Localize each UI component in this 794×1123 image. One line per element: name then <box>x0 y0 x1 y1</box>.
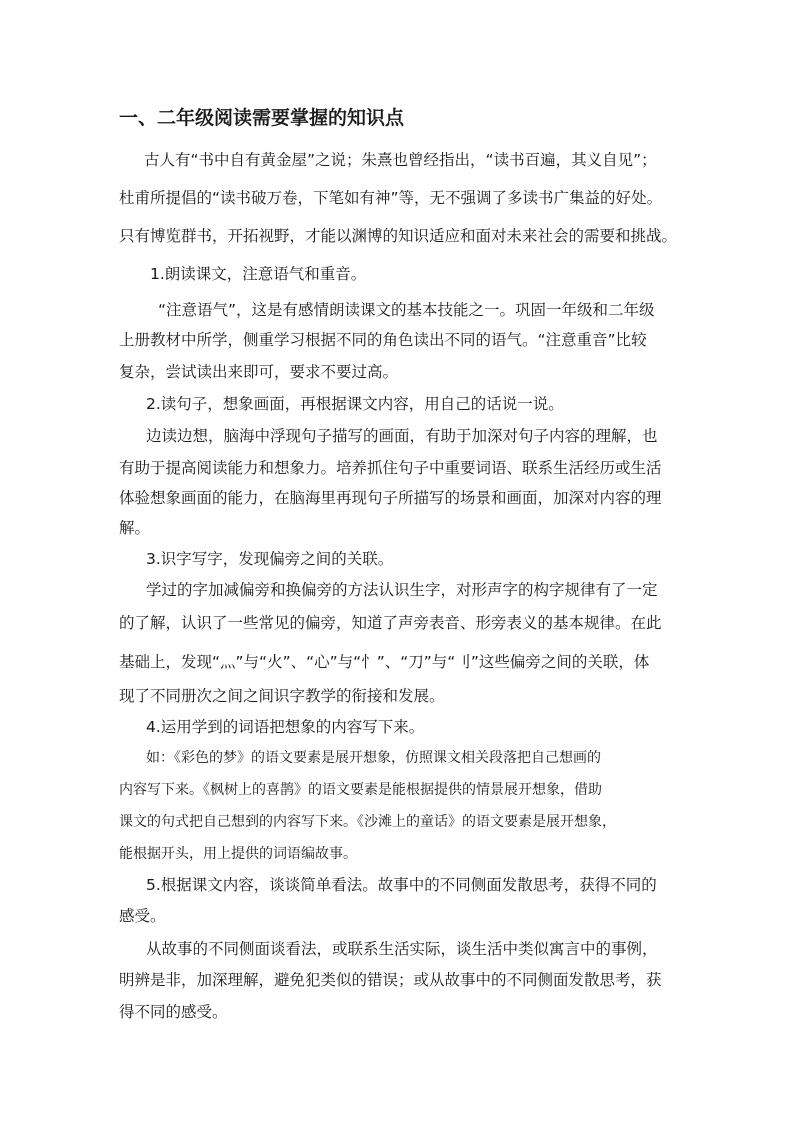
paragraph-line: 3.识字写字，发现偏旁之间的关联。 <box>146 550 394 568</box>
paragraph-line: 2.读句子，想象画面，再根据课文内容，用自己的话说一说。 <box>146 395 564 413</box>
paragraph-line: 复杂，尝试读出来即可，要求不要过高。 <box>119 363 399 381</box>
example-line: 如：《彩色的梦》的语文要素是展开想象，仿照课文相关段落把自己想画的 <box>146 750 601 766</box>
paragraph-line: 只有博览群书，开拓视野，才能以渊博的知识适应和面对未来社会的需要和挑战。 <box>119 227 678 245</box>
paragraph-line: 基础上，发现“灬”与“火”、“心”与“忄”、“刀”与“刂”这些偏旁之间的关联，体 <box>119 653 650 671</box>
paragraph-line: 4.运用学到的词语把想象的内容写下来。 <box>146 718 425 736</box>
paragraph-line: 的了解，认识了一些常见的偏旁，知道了声旁表音、形旁表义的基本规律。在此 <box>119 614 662 632</box>
paragraph-line: 从故事的不同侧面谈看法，或联系生活实际，谈生活中类似寓言中的事例， <box>146 940 658 958</box>
paragraph-line: 明辨是非，加深理解，避免犯类似的错误；或从故事中的不同侧面发散思考，获 <box>119 971 662 989</box>
example-line: 内容写下来。《枫树上的喜鹊》的语文要素是能根据提供的情景展开想象，借助 <box>119 782 602 798</box>
paragraph-line: 得不同的感受。 <box>119 1003 228 1021</box>
paragraph-line: 有助于提高阅读能力和想象力。培养抓住句子中重要词语、联系生活经历或生活 <box>119 459 662 477</box>
section-heading: 一、二年级阅读需要掌握的知识点 <box>119 107 405 129</box>
paragraph-line: 上册教材中所学，侧重学习根据不同的角色读出不同的语气。“注意重音”比较 <box>119 331 647 349</box>
paragraph-line: “注意语气”，这是有感情朗读课文的基本技能之一。巩固一年级和二年级 <box>158 301 655 319</box>
paragraph-line: 感受。 <box>119 907 166 925</box>
example-line: 课文的句式把自己想到的内容写下来。《沙滩上的童话》的语文要素是展开想象， <box>119 814 616 830</box>
paragraph-line: 学过的字加减偏旁和换偏旁的方法认识生字，对形声字的构字规律有了一定 <box>146 581 658 599</box>
paragraph-line: 杜甫所提倡的“读书破万卷，下笔如有神”等，无不强调了多读书广集益的好处。 <box>119 189 663 207</box>
example-line: 能根据开头，用上提供的词语编故事。 <box>119 846 357 862</box>
paragraph-line: 1.朗读课文，注意语气和重音。 <box>150 265 367 283</box>
paragraph-line: 古人有“书中自有黄金屋”之说；朱熹也曾经指出，“读书百遍，其义自见”； <box>144 151 657 169</box>
paragraph-line: 边读边想，脑海中浮现句子描写的画面，有助于加深对句子内容的理解，也 <box>146 427 658 445</box>
paragraph-line: 体验想象画面的能力，在脑海里再现句子所描写的场景和画面，加深对内容的理 <box>119 489 662 507</box>
paragraph-line: 5.根据课文内容，谈谈简单看法。故事中的不同侧面发散思考，获得不同的 <box>146 876 657 894</box>
paragraph-line: 解。 <box>119 519 151 537</box>
paragraph-line: 现了不同册次之间之间识字教学的衔接和发展。 <box>119 687 445 705</box>
